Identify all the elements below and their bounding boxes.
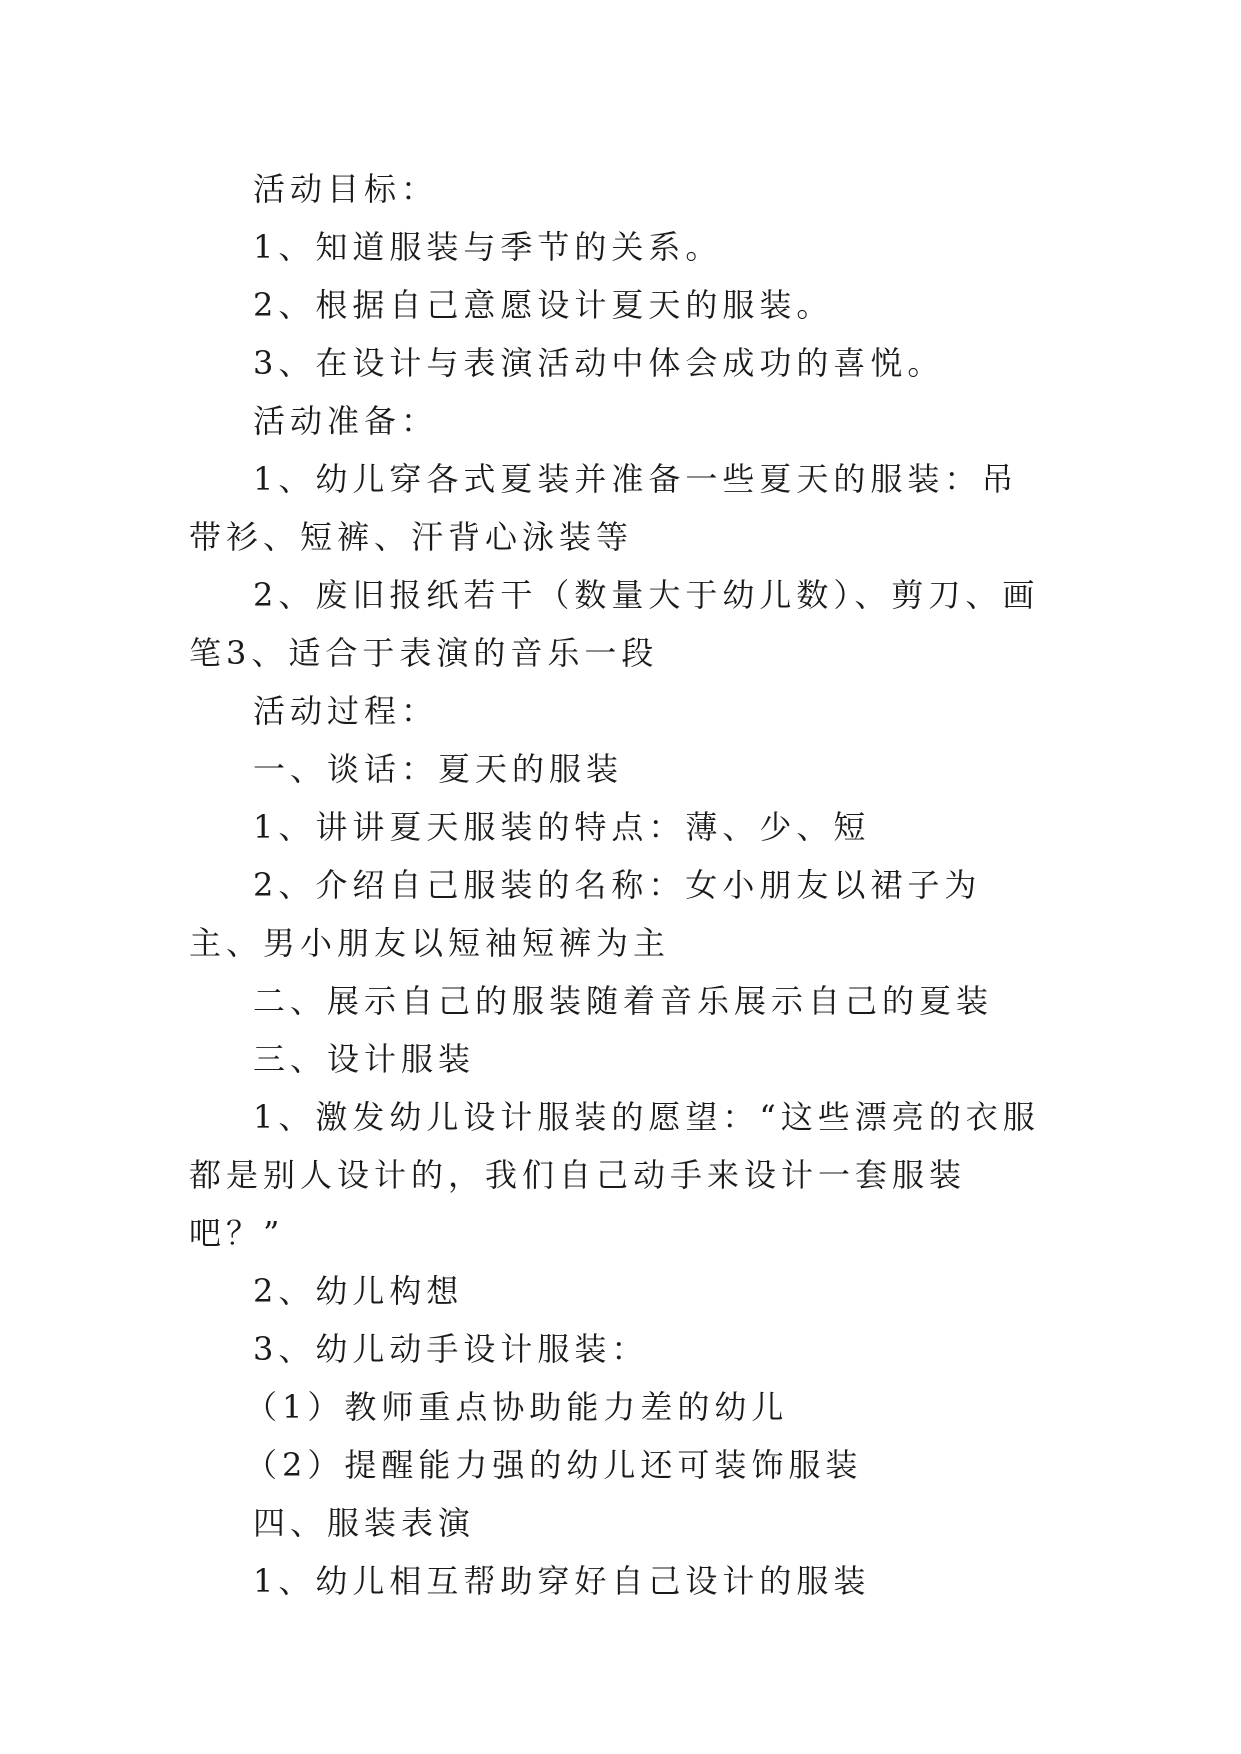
- heading-activity-preparation: 活动准备：: [253, 402, 439, 440]
- preparation-item-2: 2、废旧报纸若干（数量大于幼儿数）、剪刀、画笔3、适合于表演的音乐一段: [189, 576, 1040, 672]
- process-item-1-2: 2、介绍自己服装的名称：女小朋友以裙子为主、男小朋友以短袖短裤为主: [189, 866, 982, 962]
- process-item-3-3: 3、幼儿动手设计服装：: [253, 1330, 649, 1368]
- heading-activity-process: 活动过程：: [253, 692, 439, 730]
- goal-item-2: 2、根据自己意愿设计夏天的服装。: [253, 286, 834, 324]
- goal-item-3: 3、在设计与表演活动中体会成功的喜悦。: [253, 344, 945, 382]
- process-section-4: 四、服装表演: [253, 1504, 476, 1542]
- goal-item-1: 1、知道服装与季节的关系。: [253, 228, 723, 266]
- heading-activity-goals: 活动目标：: [253, 170, 439, 208]
- process-section-3: 三、设计服装: [253, 1040, 476, 1078]
- preparation-item-1: 1、幼儿穿各式夏装并准备一些夏天的服装：吊带衫、短裤、汗背心泳装等: [189, 460, 1019, 556]
- process-subitem-3-3-2: （2）提醒能力强的幼儿还可装饰服装: [245, 1446, 863, 1484]
- process-item-1-1: 1、讲讲夏天服装的特点：薄、少、短: [253, 808, 871, 846]
- process-subitem-3-3-1: （1）教师重点协助能力差的幼儿: [245, 1388, 789, 1426]
- process-item-3-2: 2、幼儿构想: [253, 1272, 464, 1310]
- process-section-2: 二、展示自己的服装随着音乐展示自己的夏装: [253, 982, 994, 1020]
- process-section-1: 一、谈话：夏天的服装: [253, 750, 624, 788]
- process-item-3-1: 1、激发幼儿设计服装的愿望：“这些漂亮的衣服都是别人设计的，我们自己动手来设计一套服装吧？”: [189, 1098, 1040, 1252]
- process-item-4-1: 1、幼儿相互帮助穿好自己设计的服装: [253, 1562, 871, 1600]
- document-body: [189, 160, 1054, 1610]
